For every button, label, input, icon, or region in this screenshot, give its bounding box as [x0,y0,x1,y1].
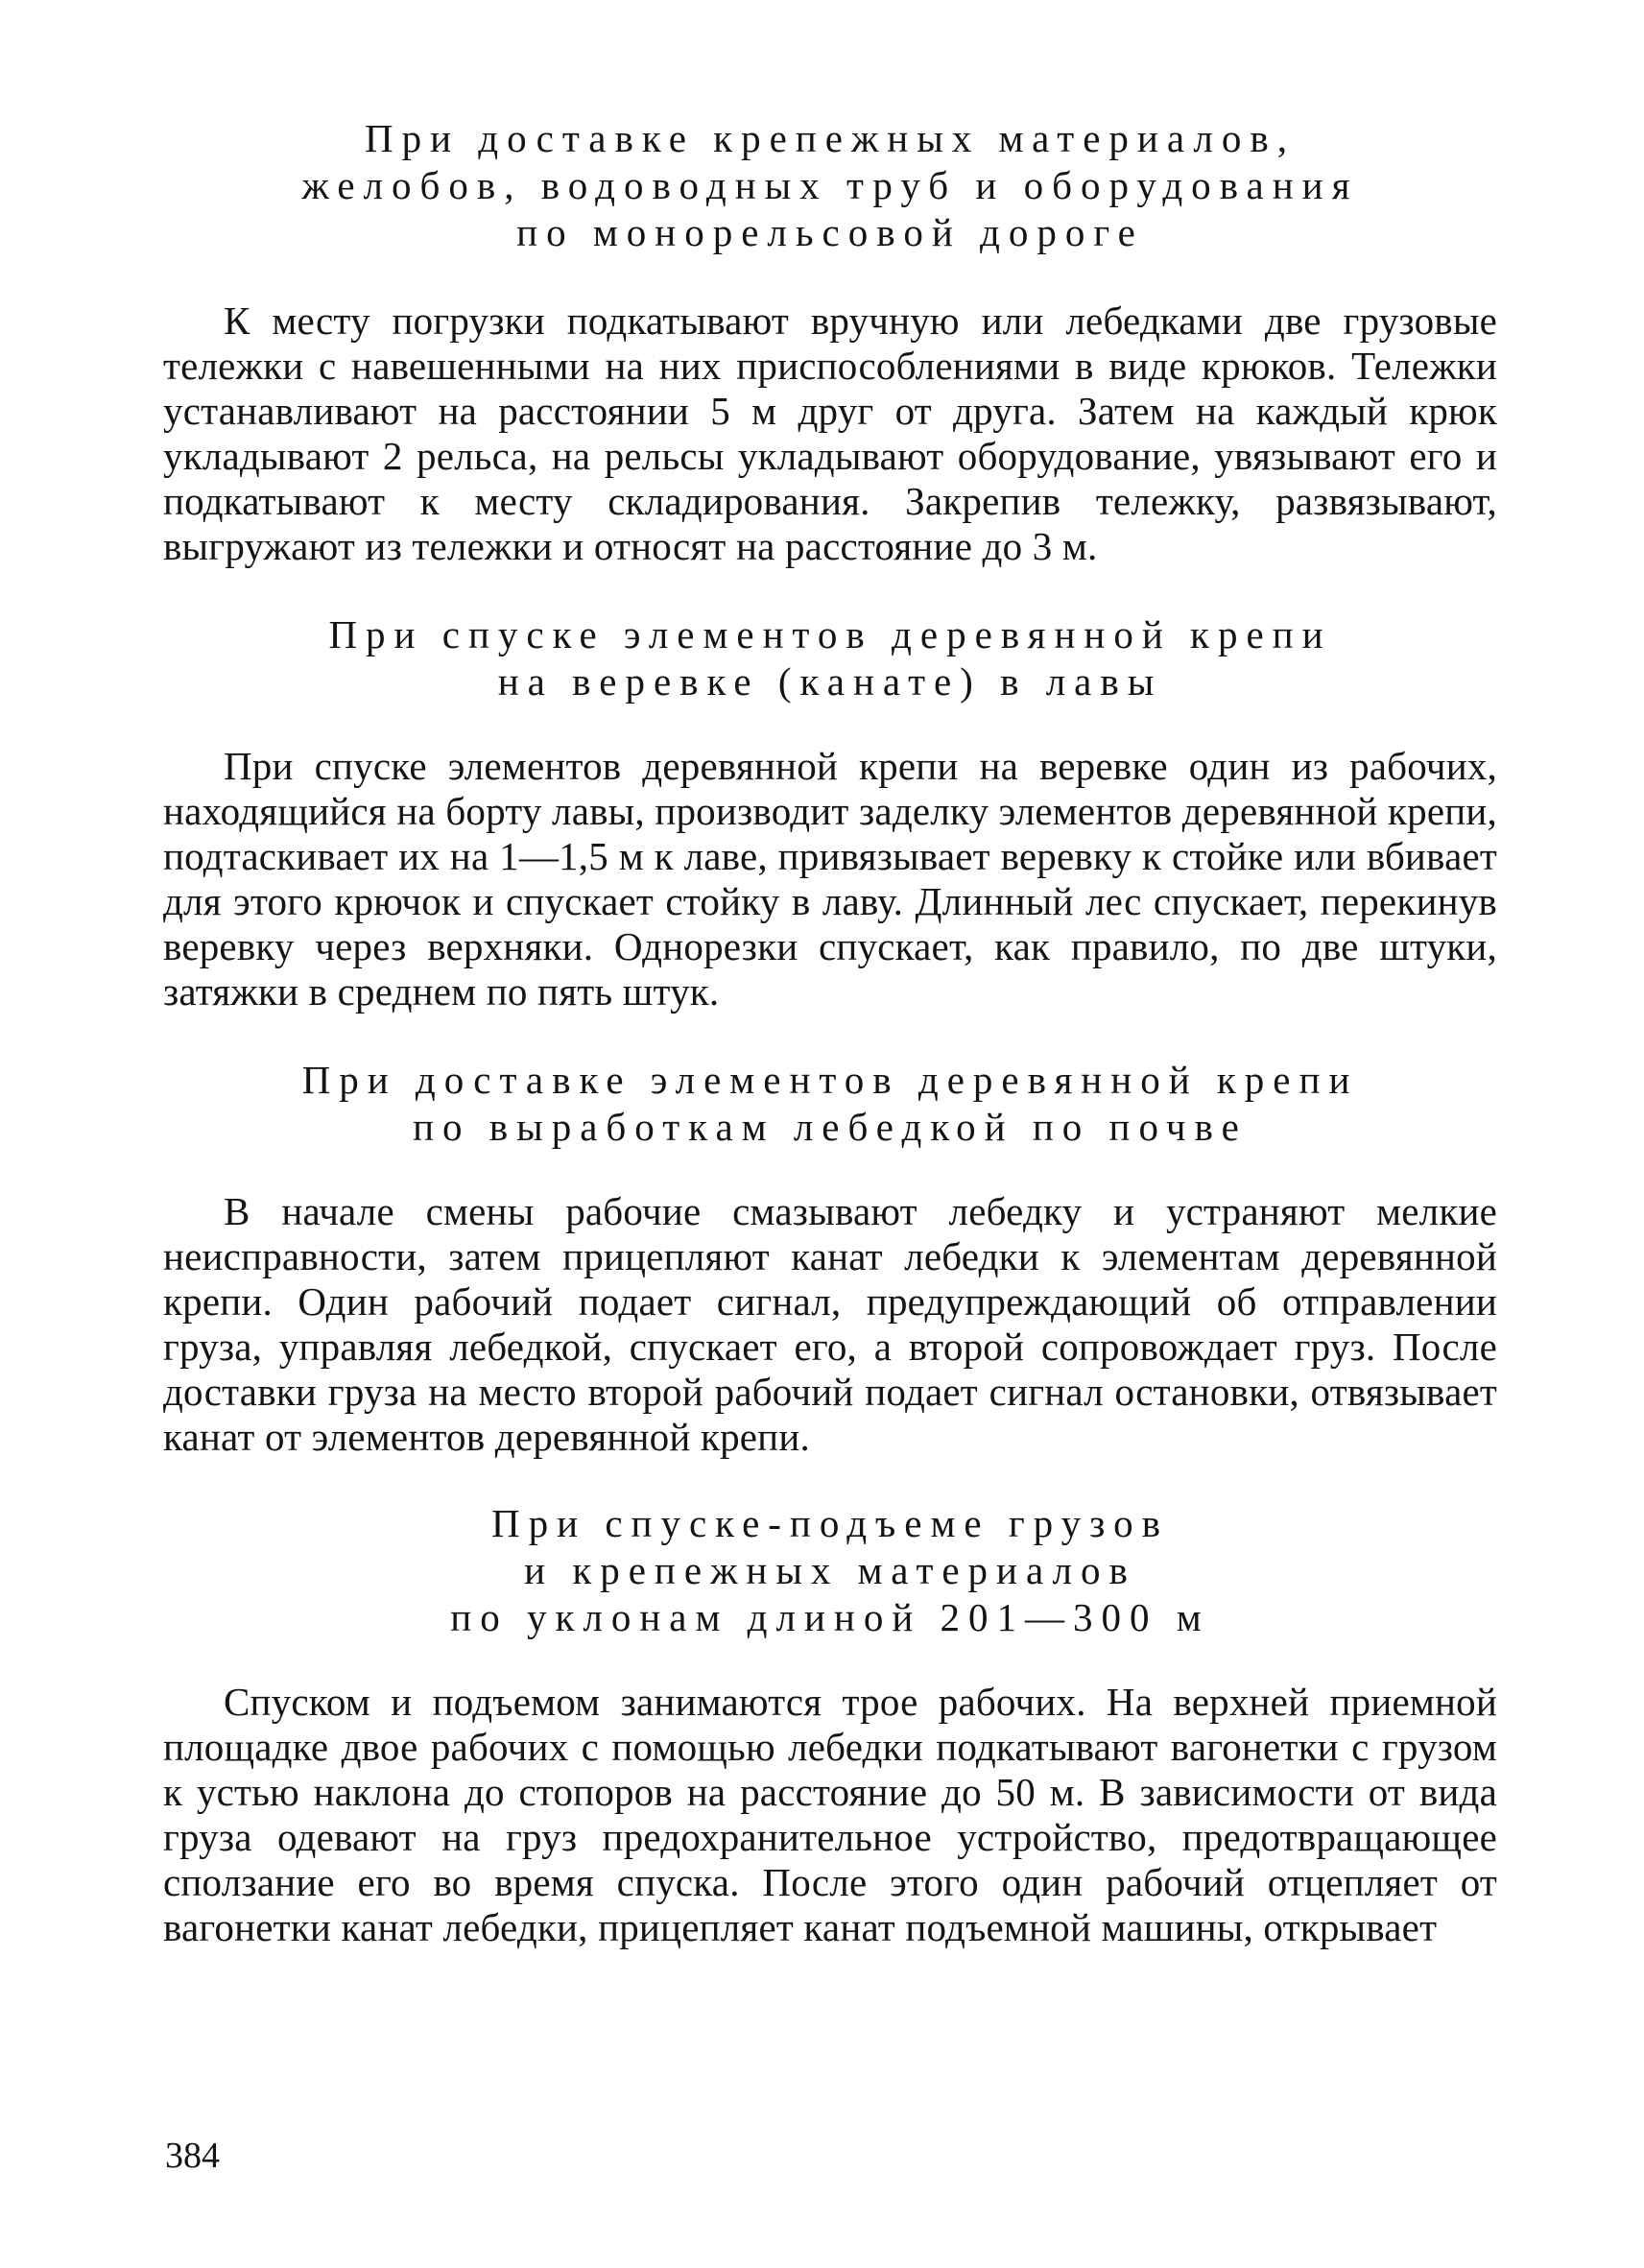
page-number: 384 [165,2136,220,2176]
section-incline-hoisting [163,1500,1497,1950]
heading-line: по уклонам длиной 201—300 м [450,1595,1210,1639]
heading-line: При доставке элементов деревянной крепи [301,1058,1359,1102]
section-heading [163,1500,1497,1641]
heading-line: желобов, водоводных труб и оборудования [301,163,1359,207]
heading-line: по монорельсовой дороге [516,210,1144,254]
section-paragraph: При спуске элементов деревянной крепи на веревке один из рабочих, находящийся на борту лавы, производит заделку элементов деревянной крепи, подтаскивает их на 1—1,5 м к лаве, привязывает веревку к стойке или вбивает для этого крючок и спускает стойку в лаву. Длинный лес спускает, перекинув веревку через верхняки. Однорезки спускает, как правило, по две штуки, затяжки в среднем по пять штук. [163,744,1497,1014]
heading-line: При спуске-подъеме грузов [491,1501,1169,1545]
heading-line: При спуске элементов деревянной крепи [328,612,1332,657]
heading-line: и крепежных материалов [524,1548,1136,1592]
section-winch-delivery [163,1057,1497,1460]
section-monorail-delivery [163,115,1497,569]
section-rope-lowering [163,611,1497,1015]
heading-line: по выработкам лебедкой по почве [413,1105,1248,1149]
section-paragraph: К месту погрузки подкатывают вручную или лебедками две грузовые тележки с навешенными на них приспособлениями в виде крюков. Тележки устанавливают на расстоянии 5 м друг от друга. Затем на каждый крюк укладывают 2 рельса, на рельсы укладывают оборудование, увязывают его и подкатывают к месту складирования. Закрепив тележку, развязывают, выгружают из тележки и относят на расстояние до 3 м. [163,298,1497,568]
section-paragraph: В начале смены рабочие смазывают лебедку и устраняют мелкие неисправности, затем прицепляют канат лебедки к элементам деревянной крепи. Один рабочий подает сигнал, предупреждающий об отправлении груза, управляя лебедкой, спускает его, а второй сопровождает груз. После доставки груза на место второй рабочий подает сигнал остановки, отвязывает канат от элементов деревянной крепи. [163,1189,1497,1459]
section-paragraph: Спуском и подъемом занимаются трое рабочих. На верхней приемной площадке двое рабочих с помощью лебедки подкатывают вагонетки с грузом к устью наклона до стопоров на расстояние до 50 м. В зависимости от вида груза одевают на груз предохранительное устройство, предотвращающее сползание его во время спуска. После этого один рабочий отцепляет от вагонетки канат лебедки, прицепляет канат подъемной машины, открывает [163,1680,1497,1949]
section-heading [163,1057,1497,1151]
heading-line: При доставке крепежных материалов, [364,116,1296,160]
section-heading [163,115,1497,256]
page-body [163,115,1497,1950]
heading-line: на веревке (канате) в лавы [497,659,1163,704]
section-heading [163,611,1497,705]
